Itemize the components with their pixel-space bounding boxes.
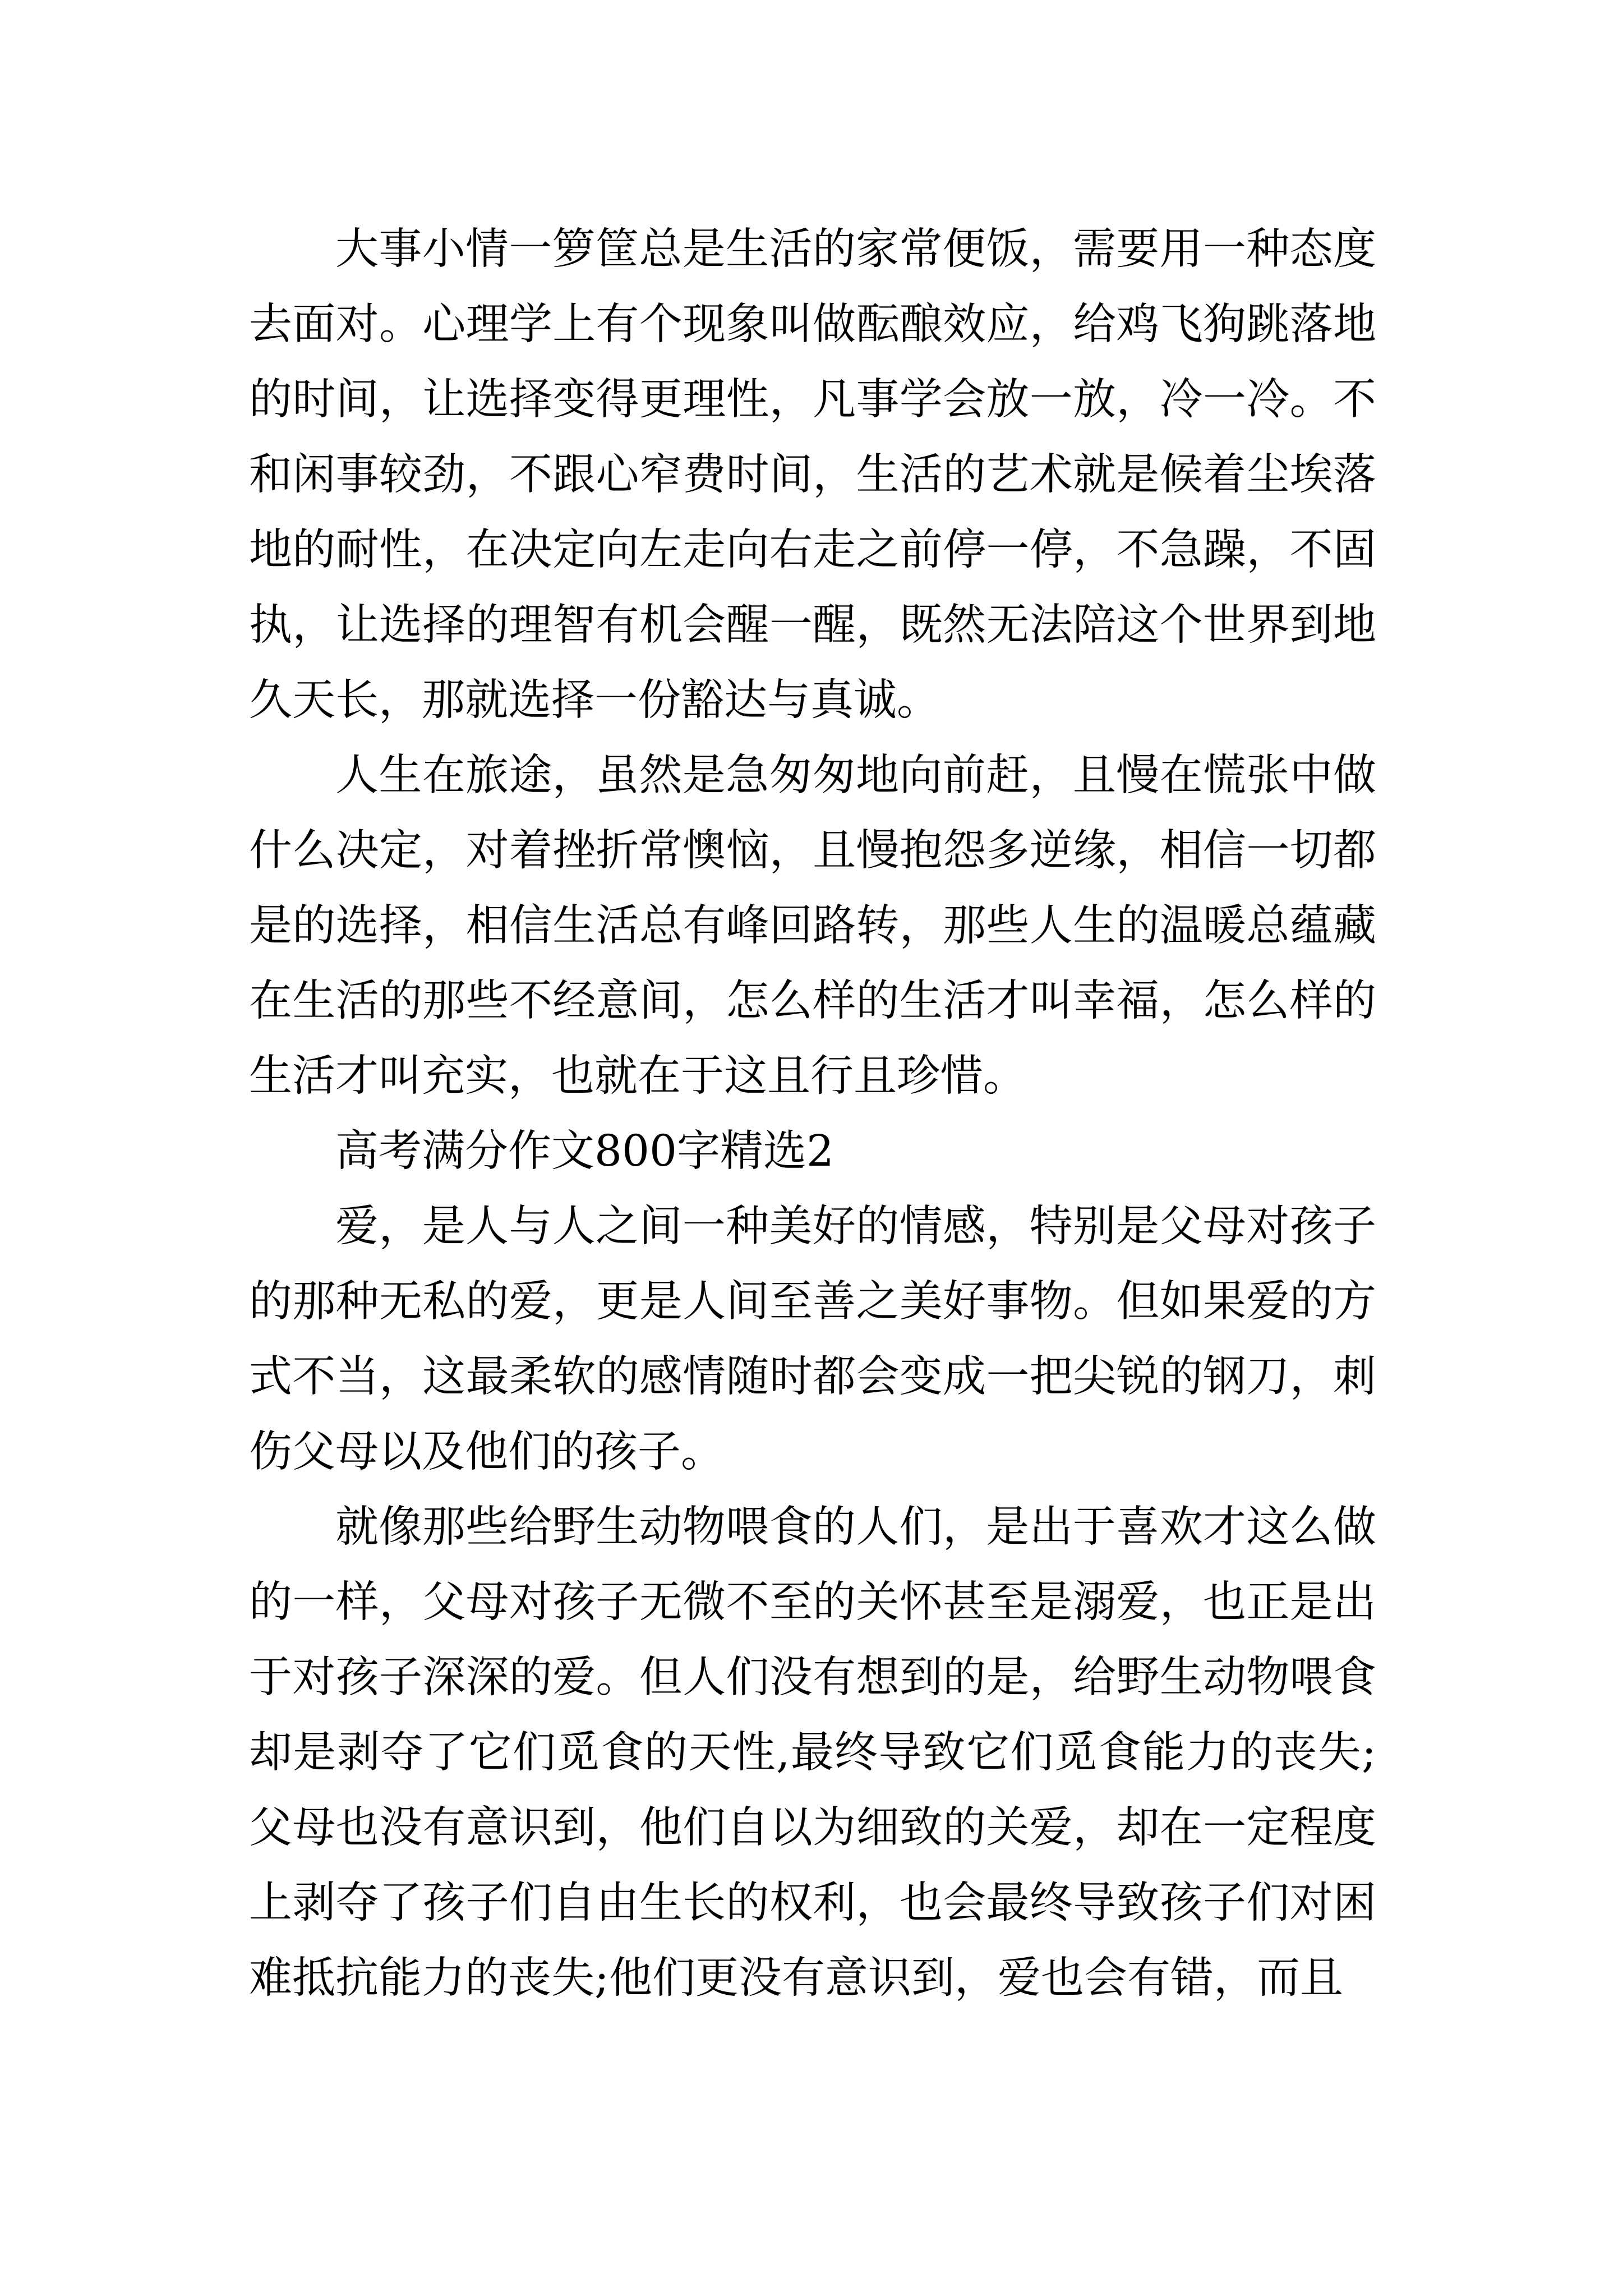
section-heading: 高考满分作文800字精选2 xyxy=(335,1126,834,1176)
paragraph-wild-animals: 就像那些给野生动物喂食的人们，是出于喜欢才这么做的一样，父母对孩子无微不至的关怀甚至是溺爱，也正是出于对孩子深深的爱。但人们没有想到的是，给野生动物喂食却是剥夺了它们觅食的天性,最终导致它们觅食能力的丧失;父母也没有意识到，他们自以为细致的关爱，却在一定程度上剥夺了孩子们自由生长的权利，也会最终导致孩子们对困难抵抗能力的丧失;他们更没有意识到，爱也会有错，而且 xyxy=(249,1502,1376,2003)
paragraph-journey: 人生在旅途，虽然是急匆匆地向前赶，且慢在慌张中做什么决定，对着挫折常懊恼，且慢抱怨多逆缘，相信一切都是的选择，相信生活总有峰回路转，那些人生的温暖总蕴藏在生活的那些不经意间，怎么样的生活才叫幸福，怎么样的生活才叫充实，也就在于这且行且珍惜。 xyxy=(249,751,1376,1101)
paragraph-parental-love: 爱，是人与人之间一种美好的情感，特别是父母对孩子的那种无私的爱，更是人间至善之美好事物。但如果爱的方式不当，这最柔软的感情随时都会变成一把尖锐的钢刀，刺伤父母以及他们的孩子。 xyxy=(249,1202,1376,1477)
paragraph-patience: 大事小情一箩筐总是生活的家常便饭，需要用一种态度去面对。心理学上有个现象叫做酝酿效应，给鸡飞狗跳落地的时间，让选择变得更理性，凡事学会放一放，冷一冷。不和闲事较劲，不跟心窄费时间，生活的艺术就是候着尘埃落地的耐性，在决定向左走向右走之前停一停，不急躁，不固执，让选择的理智有机会醒一醒，既然无法陪这个世界到地久天长，那就选择一份豁达与真诚。 xyxy=(249,224,1376,725)
essay-body xyxy=(249,212,1376,2016)
